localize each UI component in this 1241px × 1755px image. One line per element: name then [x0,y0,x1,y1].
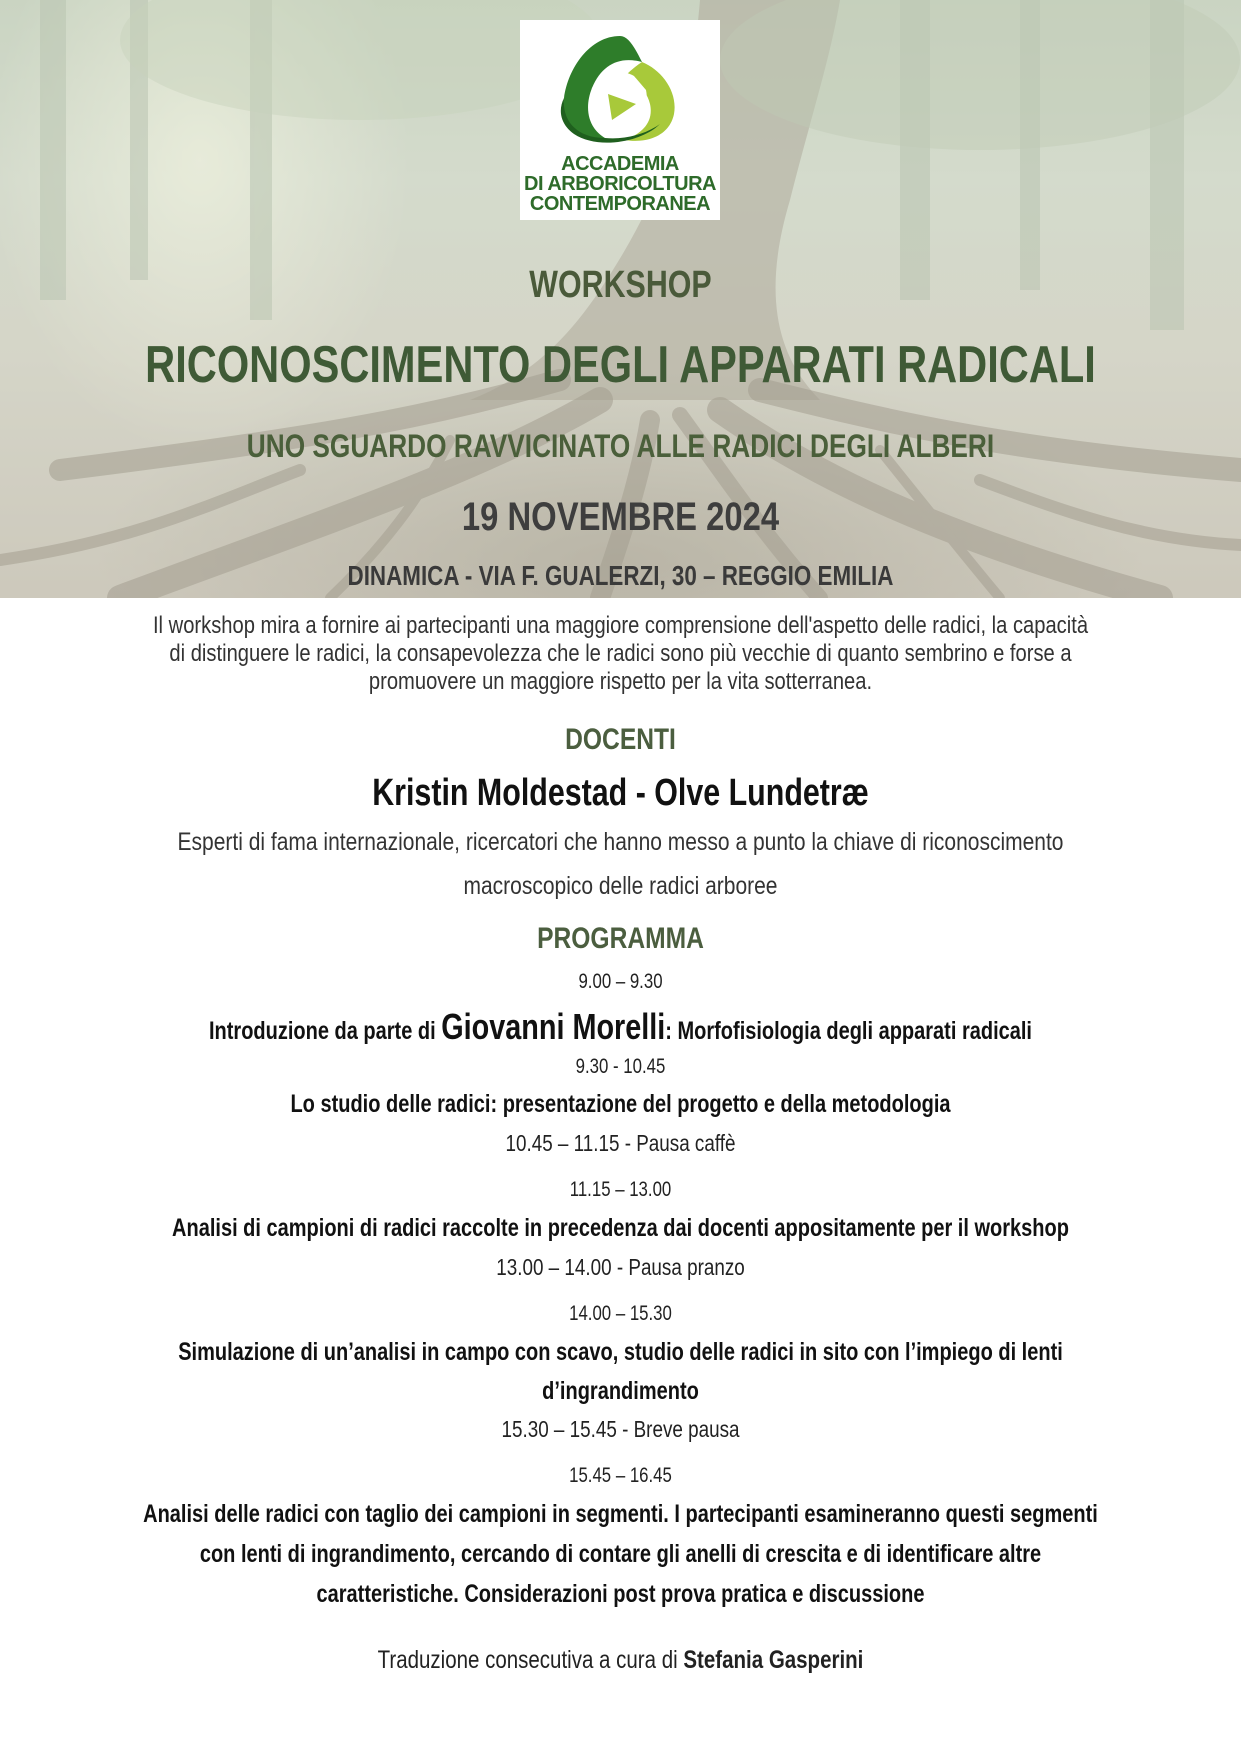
session-description-line2: con lenti di ingrandimento, cercando di contare gli anelli di crescita e di identificare altre [199,1540,1042,1568]
break-item: 15.30 – 15.45 - Breve pausa [501,1416,740,1442]
triangle-logo-icon [550,28,690,148]
event-date: 19 NOVEMBRE 2024 [461,495,780,539]
academy-logo [520,20,720,220]
event-title: RICONOSCIMENTO DEGLI APPARATI RADICALI [145,336,1096,394]
session-title: Analisi di campioni di radici raccolte in precedenza dai docenti appositamente per il workshop [172,1214,1069,1242]
intro-line-3: promuovere un maggiore rispetto per la vita sotterranea. [368,668,873,695]
logo-text-line3: CONTEMPORANEA [529,193,711,215]
logo-text-line1: ACCADEMIA [561,153,679,175]
docenti-names: Kristin Moldestad - Olve Lundetræ [372,772,869,814]
session-time: 11.15 – 13.00 [569,1178,672,1201]
session-title-line2: d’ingrandimento [542,1377,699,1405]
programma-heading: PROGRAMMA [537,922,704,955]
event-location: DINAMICA - VIA F. GUALERZI, 30 – REGGIO EMILIA [347,560,894,591]
intro-line-2: di distinguere le radici, la consapevolezza che le radici sono più vecchie di quanto sembrino e forse a [169,640,1072,667]
event-type-label: WORKSHOP [529,264,712,306]
speaker-name: Giovanni Morelli [441,1006,666,1047]
session-title-line1: Simulazione di un’analisi in campo con scavo, studio delle radici in sito con l’impiego di lenti [178,1338,1063,1366]
session-title-suffix: : Morfofisiologia degli apparati radicali [665,1017,1032,1045]
translator-name: Stefania Gasperini [683,1646,864,1674]
session-description-line3: caratteristiche. Considerazioni post prova pratica e discussione [316,1580,925,1608]
break-item: 13.00 – 14.00 - Pausa pranzo [496,1254,745,1280]
session-description-line1: Analisi delle radici con taglio dei campioni in segmenti. I partecipanti esamineranno questi segmenti [143,1500,1098,1528]
docenti-description-line1: Esperti di fama internazionale, ricercatori che hanno messo a punto la chiave di riconoscimento [177,828,1064,856]
session-time: 14.00 – 15.30 [569,1302,672,1325]
break-item: 10.45 – 11.15 - Pausa caffè [505,1130,736,1156]
session-time: 9.30 - 10.45 [575,1055,666,1078]
intro-line-1: Il workshop mira a fornire ai partecipanti una maggiore comprensione dell'aspetto delle radici, la capacità [152,612,1089,639]
session-title [124,1006,1117,1048]
translation-credit [112,1646,1130,1675]
docenti-description-line2: macroscopico delle radici arboree [463,872,778,900]
session-title: Lo studio delle radici: presentazione del progetto e della metodologia [290,1090,951,1118]
translation-credit-prefix: Traduzione consecutiva a cura di [377,1646,684,1674]
event-subtitle: UNO SGUARDO RAVVICINATO ALLE RADICI DEGLI ALBERI [246,428,995,464]
header-banner [0,0,1241,598]
docenti-heading: DOCENTI [565,723,676,756]
logo-text-line2: DI ARBORICOLTURA [524,173,716,195]
session-time: 15.45 – 16.45 [569,1464,672,1487]
session-title-prefix: Introduzione da parte di [209,1017,442,1045]
session-time: 9.00 – 9.30 [578,970,663,993]
